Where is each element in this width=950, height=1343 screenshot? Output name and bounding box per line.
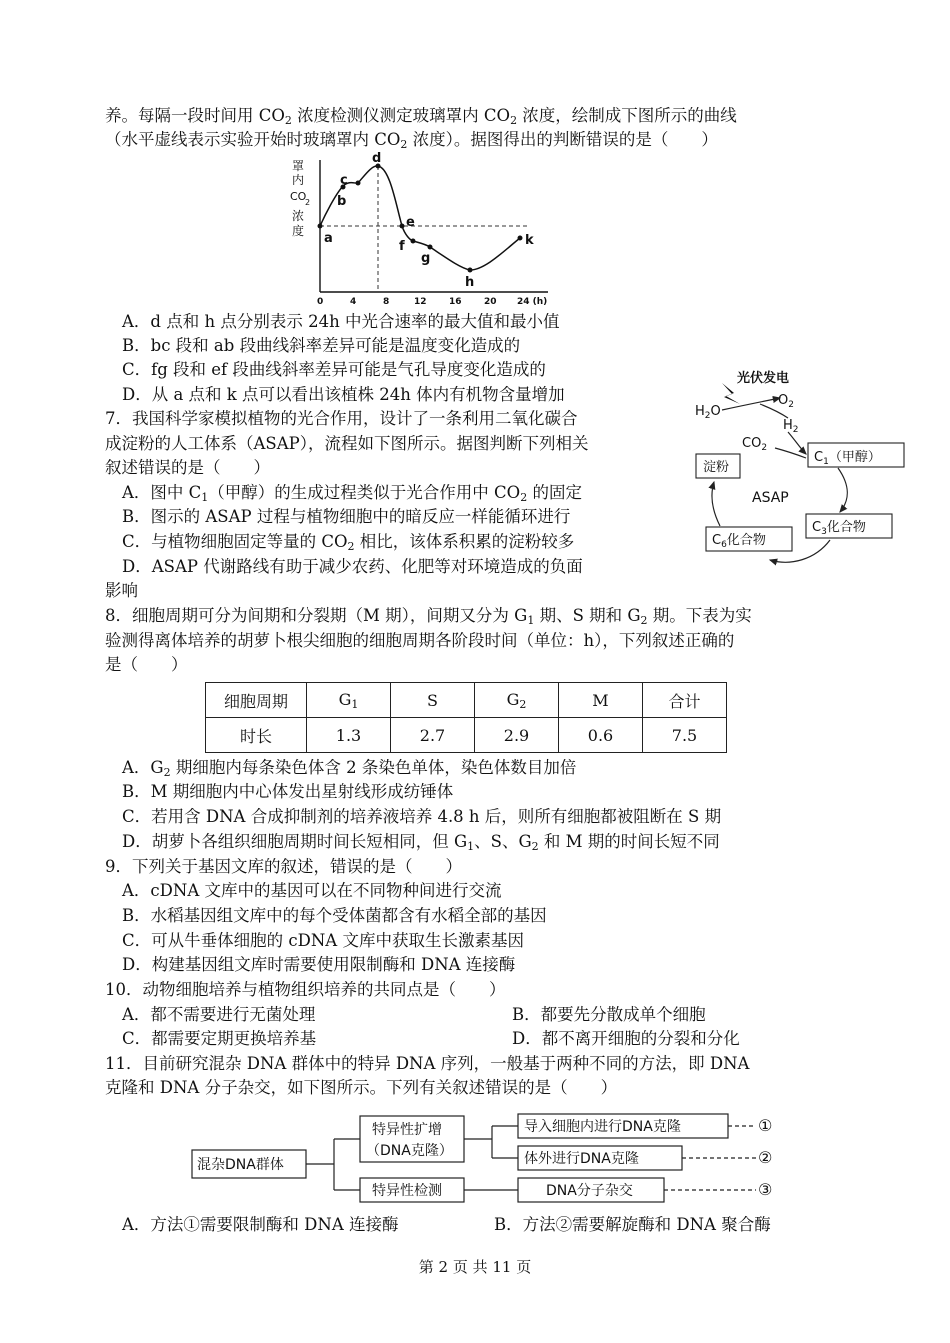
c3-label: C	[812, 520, 822, 535]
amp-label-2: （DNA克隆）	[366, 1143, 453, 1159]
x-tick-16: 16	[449, 297, 462, 307]
q7-option-c[interactable]: C．与植物细胞固定等量的 $CO_2$ 相比，该体系积累的淀粉较多	[122, 532, 575, 553]
q8-stem-line3: 是（ ）	[105, 655, 188, 674]
y-label-sub: 2	[305, 198, 311, 207]
svg-text:C3化合物	[812, 519, 866, 537]
co2-sub: 2	[761, 443, 768, 453]
h2o-sub: 2	[704, 411, 711, 421]
q8-option-c[interactable]: C．若用含 DNA 合成抑制剂的培养液培养 4.8 h 后，则所有细胞都被阻断在 S 期	[122, 807, 722, 826]
point-h	[468, 268, 473, 273]
q10-option-a[interactable]: A．都不需要进行无菌处理	[122, 1005, 316, 1024]
x-tick-8: 8	[383, 297, 390, 307]
h2-label: H	[783, 418, 793, 433]
svg-text:C6化合物	[712, 532, 766, 550]
label-c: c	[340, 173, 348, 188]
q9-stem: 9．下列关于基因文库的叙述，错误的是（ ）	[105, 857, 462, 876]
c1-name: （甲醇）	[828, 450, 881, 465]
arrow-to-c1	[788, 432, 806, 454]
q6-option-b[interactable]: B．bc 段和 ab 段曲线斜率差异可能是温度变化造成的	[122, 336, 521, 355]
q10-stem: 10．动物细胞培养与植物组织培养的共同点是（ ）	[105, 980, 506, 999]
q8-option-b[interactable]: B．M 期细胞内中心体发出星射线形成纺锤体	[122, 782, 454, 801]
q6-option-c[interactable]: C．fg 段和 ef 段曲线斜率差异可能是气孔导度变化造成的	[122, 360, 546, 379]
label-b: b	[337, 194, 347, 209]
q11-stem-line1: 11．目前研究混杂 DNA 群体中的特异 DNA 序列，一般基于两种不同的方法，即 DNA	[105, 1054, 750, 1073]
c3-sub: 3	[821, 527, 827, 537]
dna-method-diagram	[185, 1108, 785, 1208]
table-row-label: 时长	[206, 718, 307, 753]
point-e	[400, 224, 405, 229]
q6-option-d[interactable]: D．从 a 点和 k 点可以看出该植株 24h 体内有机物含量增加	[122, 385, 565, 404]
x-tick-20: 20	[484, 297, 497, 307]
point-c	[356, 181, 361, 186]
number-1: ①	[758, 1116, 773, 1135]
q8-stem-line1: 8．细胞周期可分为间期和分裂期（M 期），间期又分为 $G_1$ 期、S 期和 $G_2$ 期。下表为实	[105, 606, 752, 627]
x-tick-4: 4	[350, 297, 357, 307]
asap-center-label: ASAP	[752, 490, 789, 506]
co2-curve	[320, 166, 520, 270]
asap-diagram	[680, 365, 920, 575]
x-tick-24: 24 (h)	[517, 297, 548, 307]
number-2: ②	[758, 1148, 773, 1167]
lightning-icon	[722, 383, 740, 404]
label-g: g	[421, 251, 431, 266]
y-label-1: 罩	[292, 159, 305, 173]
x-tick-12: 12	[414, 297, 427, 307]
c3-name: 化合物	[826, 520, 866, 535]
q7-option-d-line2: 影响	[105, 581, 138, 600]
pv-label: 光伏发电	[737, 371, 790, 386]
point-k	[518, 236, 523, 241]
svg-text:H2	[783, 418, 799, 435]
q8-option-a[interactable]: A．$G_2$ 期细胞内每条染色体含 2 条染色单体，染色体数目加倍	[122, 758, 577, 779]
q8-stem-line2: 验测得离体培养的胡萝卜根尖细胞的细胞周期各阶段时间（单位：h），下列叙述正确的	[105, 631, 735, 650]
q6-option-a[interactable]: A．d 点和 h 点分别表示 24h 中光合速率的最大值和最小值	[122, 312, 560, 331]
q6-intro-line2: （水平虚线表示实验开始时玻璃罩内 $CO_2$ 浓度）。据图得出的判断错误的是（ ）	[105, 130, 718, 151]
o2-label: O	[778, 393, 789, 408]
q7-stem-line3: 叙述错误的是（ ）	[105, 458, 270, 477]
h2-sub: 2	[792, 425, 799, 435]
q10-option-d[interactable]: D．都不离开细胞的分裂和分化	[512, 1029, 740, 1048]
label-a: a	[324, 231, 333, 246]
svg-text:CO2	[742, 436, 767, 453]
q10-option-b[interactable]: B．都要先分散成单个细胞	[512, 1005, 706, 1024]
number-3: ③	[758, 1180, 773, 1199]
amp-label-1: 特异性扩增	[372, 1122, 442, 1138]
o2-sub: 2	[788, 400, 794, 410]
starch-label: 淀粉	[703, 460, 730, 475]
method2-label: 体外进行DNA克隆	[524, 1151, 639, 1167]
table-header-row	[206, 683, 727, 718]
y-label-5: 度	[292, 224, 305, 238]
h2o-o: O	[710, 404, 721, 419]
c1-sub: 1	[823, 457, 829, 467]
x-tick-0: 0	[317, 297, 324, 307]
h2o-label: H	[695, 404, 705, 419]
point-f	[411, 239, 416, 244]
arrow-c1-c3	[838, 468, 847, 512]
c6-label: C	[712, 533, 722, 548]
label-f: f	[399, 239, 405, 254]
c6-name: 化合物	[726, 533, 766, 548]
y-label-2: 内	[292, 173, 305, 187]
number-dashes	[664, 1126, 756, 1190]
q9-option-a[interactable]: A．cDNA 文库中的基因可以在不同物种间进行交流	[122, 881, 502, 900]
method1-label: 导入细胞内进行DNA克隆	[524, 1119, 681, 1135]
q6-intro-line1: 养。每隔一段时间用 $CO_2$ 浓度检测仪测定玻璃罩内 $CO_2$ 浓度，绘制成下图所示的曲线	[105, 106, 737, 127]
amp-connector	[464, 1126, 518, 1158]
table-header-total: 合计	[643, 683, 727, 718]
q11-stem-line2: 克隆和 DNA 分子杂交，如下图所示。下列有关叙述错误的是（ ）	[105, 1078, 618, 1097]
cell-cycle-table	[205, 682, 727, 753]
label-k: k	[525, 233, 534, 248]
c1-label: C	[814, 450, 824, 465]
arrow-c6-starch	[712, 482, 720, 526]
table-header-s: S	[391, 683, 475, 718]
table-cell-s: 2.7	[391, 718, 475, 753]
label-h: h	[465, 275, 475, 290]
table-cell-g2: 2.9	[475, 718, 559, 753]
detect-label: 特异性检测	[372, 1183, 442, 1199]
point-a	[318, 224, 323, 229]
table-header-g1: $G_1$	[307, 683, 391, 718]
y-label-4: 浓	[292, 209, 305, 223]
co2-concentration-graph	[280, 150, 560, 310]
table-header-m: M	[559, 683, 643, 718]
q11-option-a[interactable]: A．方法①需要限制酶和 DNA 连接酶	[122, 1215, 399, 1234]
q9-option-d[interactable]: D．构建基因组文库时需要使用限制酶和 DNA 连接酶	[122, 955, 516, 974]
q11-option-b[interactable]: B．方法②需要解旋酶和 DNA 聚合酶	[494, 1215, 771, 1234]
table-header-cell: 细胞周期	[206, 683, 307, 718]
q7-stem-line1: 7．我国科学家模拟植物的光合作用，设计了一条利用二氧化碳合	[105, 409, 578, 428]
y-label-3: CO	[290, 190, 307, 203]
table-cell-g1: 1.3	[307, 718, 391, 753]
q7-stem-line2: 成淀粉的人工体系（ASAP），流程如下图所示。据图判断下列相关	[105, 434, 589, 453]
root-connector	[306, 1139, 360, 1190]
q7-option-d-line1[interactable]: D．ASAP 代谢路线有助于减少农药、化肥等对环境造成的负面	[122, 557, 583, 576]
page-footer: 第 2 页 共 11 页	[418, 1258, 532, 1276]
method3-label: DNA分子杂交	[546, 1183, 633, 1199]
label-e: e	[406, 215, 415, 230]
table-row	[206, 718, 727, 753]
table-cell-total: 7.5	[643, 718, 727, 753]
co2-label: CO	[742, 436, 762, 451]
c6-sub: 6	[721, 540, 727, 550]
q10-option-c[interactable]: C．都需要定期更换培养基	[122, 1029, 317, 1048]
svg-text:O2	[778, 393, 794, 410]
q7-option-a[interactable]: A．图中 $C_1$（甲醇）的生成过程类似于光合作用中 $CO_2$ 的固定	[122, 483, 582, 504]
root-label: 混杂DNA群体	[197, 1157, 284, 1173]
q8-option-d[interactable]: D．胡萝卜各组织细胞周期时间长短相同，但 $G_1$、S、$G_2$ 和 M 期的时间长短不同	[122, 832, 720, 853]
table-header-g2: $G_2$	[475, 683, 559, 718]
q7-option-b[interactable]: B．图示的 ASAP 过程与植物细胞中的暗反应一样能循环进行	[122, 507, 571, 526]
table-cell-m: 0.6	[559, 718, 643, 753]
label-d: d	[372, 151, 382, 166]
q9-option-b[interactable]: B．水稻基因组文库中的每个受体菌都含有水稻全部的基因	[122, 906, 547, 925]
svg-text:H2O	[695, 404, 721, 421]
q9-option-c[interactable]: C．可从牛垂体细胞的 cDNA 文库中获取生长激素基因	[122, 931, 524, 950]
point-g	[428, 245, 433, 250]
